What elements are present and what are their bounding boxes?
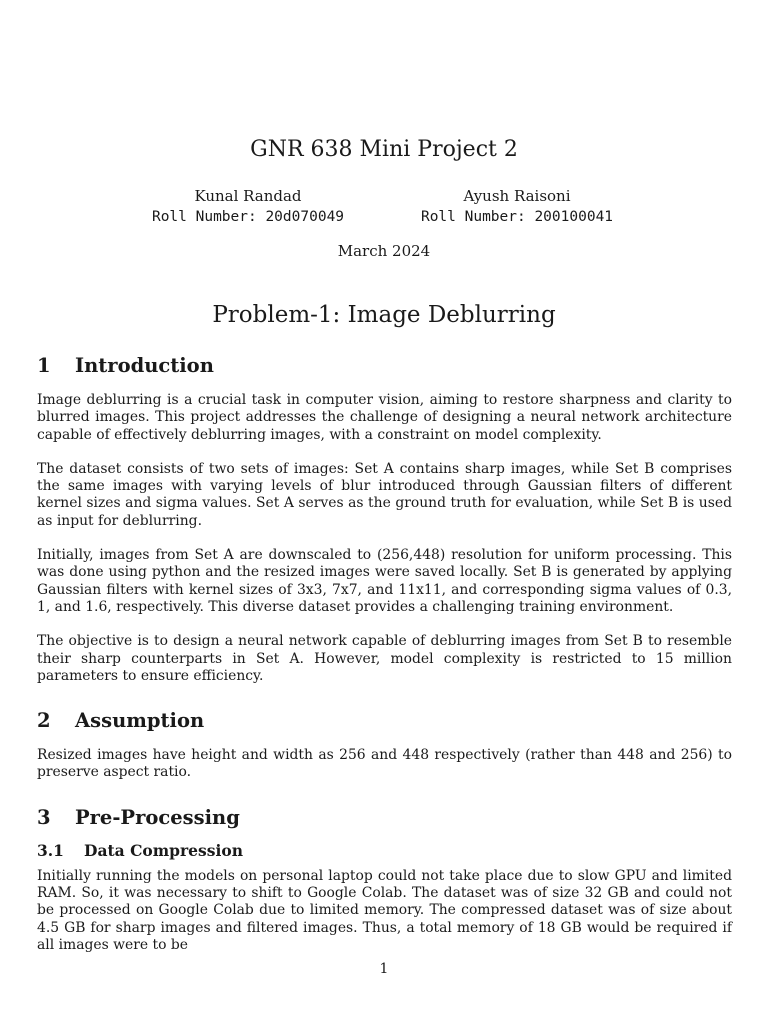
paragraph: Initially, images from Set A are downscaled to (256,448) resolution for uniform processing. This was done using python and the resized images were saved locally. Set B is generated by applying Gaussian filters with kernel sizes of 3x3, 7x7, and 11x11, and corresponding sigma values of 0.3, 1, and 1.6, respectively. This diverse dataset provides a challenging training environment. <box>37 547 732 615</box>
section-title: Assumption <box>75 709 205 733</box>
author-roll-number: Roll Number: 200100041 <box>420 209 614 225</box>
section-number: 3 <box>37 805 51 829</box>
paragraph: Image deblurring is a crucial task in computer vision, aiming to restore sharpness and clarity to blurred images. This project addresses the challenge of designing a neural network architecture capable of effectively deblurring images, with a constraint on model complexity. <box>37 392 732 443</box>
subsection-title: Data Compression <box>84 840 243 860</box>
document-body <box>37 352 732 954</box>
section-number: 2 <box>37 709 51 733</box>
section-number: 1 <box>37 354 51 377</box>
author-roll-number: Roll Number: 20d070049 <box>151 209 345 225</box>
page-number: 1 <box>379 961 389 977</box>
paragraph: Resized images have height and width as 256 and 448 respectively (rather than 448 and 256) to preserve aspect ratio. <box>37 747 732 781</box>
paragraph: The dataset consists of two sets of images: Set A contains sharp images, while Set B comprises the same images with varying levels of blur introduced through Gaussian filters of different kernel sizes and sigma values. Set A serves as the ground truth for evaluation, while Set B is used as input for deblurring. <box>37 460 732 529</box>
author-name: Kunal Randad <box>194 187 302 205</box>
document-title: GNR 638 Mini Project 2 <box>250 137 518 162</box>
subsection-number: 3.1 <box>37 840 64 860</box>
document-date: March 2024 <box>337 242 431 260</box>
problem-heading: Problem-1: Image Deblurring <box>212 302 556 328</box>
paragraph: The objective is to design a neural network capable of deblurring images from Set B to resemble their sharp counterparts in Set A. However, model complexity is restricted to 15 million parameters to ensure efficiency. <box>37 633 732 684</box>
section-heading-introduction <box>37 352 732 380</box>
section-title: Pre-Processing <box>75 805 240 829</box>
subsection-heading-data-compression <box>37 840 732 862</box>
author-block-2 <box>387 186 647 228</box>
author-block-1 <box>118 186 378 228</box>
section-heading-assumption <box>37 707 732 735</box>
paragraph: Initially running the models on personal laptop could not take place due to slow GPU and limited RAM. So, it was necessary to shift to Google Colab. The dataset was of size 32 GB and could not be processed on Google Colab due to limited memory. The compressed dataset was of size about 4.5 GB for sharp images and filtered images. Thus, a total memory of 18 GB would be required if all images were to be <box>37 867 732 953</box>
author-name: Ayush Raisoni <box>463 187 571 205</box>
section-title: Introduction <box>75 354 214 377</box>
section-heading-preprocessing <box>37 804 732 832</box>
